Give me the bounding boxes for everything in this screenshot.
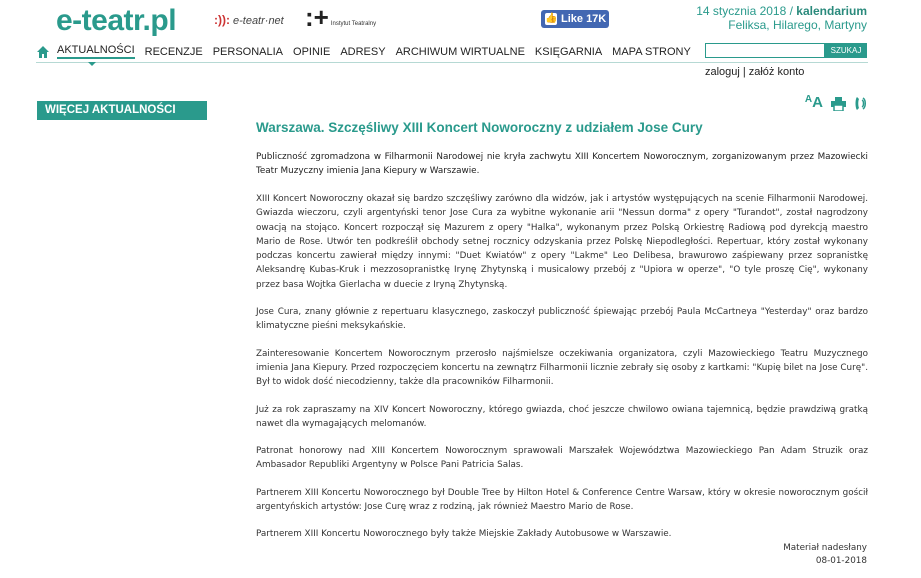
article-paragraph: XIII Koncert Noworoczny okazał się bardzo szczęśliwy zarówno dla widzów, jak i artystów występujących na scenie Filharmonii Narodowej. Gwiazda wieczoru, czyli argentyński tenor Jose Cura za wybitne wykonanie arii "Nessun dorma" z opery "Turandot", został nagrodzony owacją na stojąco. Koncert rozpoczął się Mazurem z opery "Halka", wykonanym przez Polską Orkiestrę Radiową pod dyrekcją maestro Mario de Rose. Utwór ten podkreślił obchody setnej rocznicy odzyskania przez Polskę Niepodległości. Repertuar, który został wykonany podczas koncertu zawierał między innymi: "Duet Kwiatów" z opery "Lakme" Leo Delibesa, brawurowo zaśpiewany przez sopranistkę Aleksandrę Kubas-Kruk i mezzosopranistkę Irynę Zhytynską i musicalowy przebój z "Upiora w operze", "O tyle proszę Cię", wykonany przez basa Wojtka Gierlacha w duecie z Iryną Zhytynską. [256, 194, 868, 290]
e-teatr-net-label: e-teatr·net [232, 15, 284, 27]
nav-item-personalia[interactable]: PERSONALIA [212, 45, 284, 58]
instytut-teatralny-label: Instytut Teatralny [330, 21, 377, 27]
search-input[interactable] [705, 43, 825, 58]
nav-item-ksiegarnia[interactable]: KSIĘGARNIA [534, 45, 603, 58]
account-separator: | [742, 66, 746, 78]
article-paragraph: Patronat honorowy nad XIII Koncertem Noworocznym sprawowali Marszałek Województwa Mazowieckiego Pan Adam Struzik oraz Ambasador Republiki Argentyny w Polsce Pani Patricia Salas. [256, 446, 868, 471]
nav-item-archiwum[interactable]: ARCHIWUM WIRTUALNE [395, 45, 525, 58]
main-nav [36, 44, 701, 59]
facebook-like-button[interactable] [541, 10, 609, 28]
font-size-icon[interactable] [805, 94, 823, 111]
facebook-like-label: Like 17K [561, 13, 607, 25]
e-teatr-logo[interactable]: e-teatr.pl [56, 4, 177, 37]
article-paragraph: Partnerem XIII Koncertu Noworocznego był Double Tree by Hilton Hotel & Conference Centre Warsaw, który w okresie noworocznym gościł argentyńskich artystów: Jose Curę wraz z rodziną, jak również Maestro Mario de Rose. [256, 487, 868, 513]
nav-divider [36, 62, 868, 63]
article-paragraph: Partnerem XIII Koncertu Noworocznego były także Miejskie Zakłady Autobusowe w Warszawie. [256, 529, 672, 540]
current-date: 14 stycznia 2018 / [696, 4, 793, 18]
register-link[interactable]: załóż konto [748, 66, 805, 78]
source-date: 08-01-2018 [815, 556, 867, 566]
name-day: Feliksa, Hilarego, Martyny [728, 18, 867, 32]
nav-item-adresy[interactable]: ADRESY [340, 45, 386, 58]
font-size-large: A [812, 94, 823, 111]
search-box [705, 43, 867, 58]
e-teatr-net-logo[interactable] [214, 13, 284, 27]
facebook-thumb-icon: 👍 [545, 13, 558, 24]
article-lead: Publiczność zgromadzona w Filharmonii Narodowej nie kryła zachwytu XIII Koncertem Noworocznym, zorganizowanym przez Mazowiecki Teatr Muzyczny imienia Jana Kiepury w Warszawie. [256, 152, 868, 176]
share-icon[interactable] [854, 96, 866, 111]
search-button[interactable]: SZUKAJ [825, 43, 867, 58]
calendar-link[interactable]: kalendarium [796, 4, 867, 18]
nav-item-mapa-strony[interactable]: MAPA STRONY [612, 45, 691, 58]
article-paragraph: Jose Cura, znany głównie z repertuaru klasycznego, zaskoczył publiczność śpiewając przebój Paula McCartneya "Yesterday" oraz bardzo klimatyczne pieśni meksykańskie. [256, 307, 868, 332]
article-source [783, 542, 867, 568]
nav-item-opinie[interactable]: OPINIE [293, 45, 331, 58]
instytut-plus-mark: :+ [305, 2, 329, 32]
account-links [705, 66, 804, 78]
article [256, 120, 868, 555]
nav-active-caret-icon [88, 62, 96, 66]
date-box [696, 4, 867, 32]
instytut-teatralny-logo[interactable] [305, 2, 377, 32]
more-news-heading[interactable]: WIĘCEJ AKTUALNOŚCI [37, 101, 207, 120]
font-size-small: A [804, 94, 813, 105]
login-link[interactable]: zaloguj [705, 66, 740, 78]
home-icon[interactable] [36, 45, 50, 59]
nav-item-recenzje[interactable]: RECENZJE [144, 45, 203, 58]
article-tools [805, 94, 866, 111]
nav-item-aktualnosci[interactable]: AKTUALNOŚCI [57, 44, 135, 59]
e-teatr-net-marks: :)): [214, 13, 230, 27]
article-title: Warszawa. Szczęśliwy XIII Koncert Noworoczny z udziałem Jose Cury [256, 120, 703, 135]
source-label: Materiał nadesłany [783, 543, 867, 553]
article-paragraph: Zainteresowanie Koncertem Noworocznym przerosło najśmielsze oczekiwania organizatora, czyli Mazowieckiego Teatru Muzycznego imienia Jana Kiepury. Przed rozpoczęciem koncertu na zewnątrz Filharmonii licznie zebrały się osoby z kartkami: "Kupię bilet na Jose Curę". Był to widok dość niecodzienny, także dla pracowników Filharmonii. [256, 348, 868, 388]
printer-icon[interactable] [831, 97, 846, 111]
article-paragraph: Już za rok zapraszamy na XIV Koncert Noworoczny, którego gwiazda, choć jeszcze chwilowo owiana tajemnicą, będzie prawdziwą gratką nawet dla wymagających melomanów. [256, 404, 868, 429]
